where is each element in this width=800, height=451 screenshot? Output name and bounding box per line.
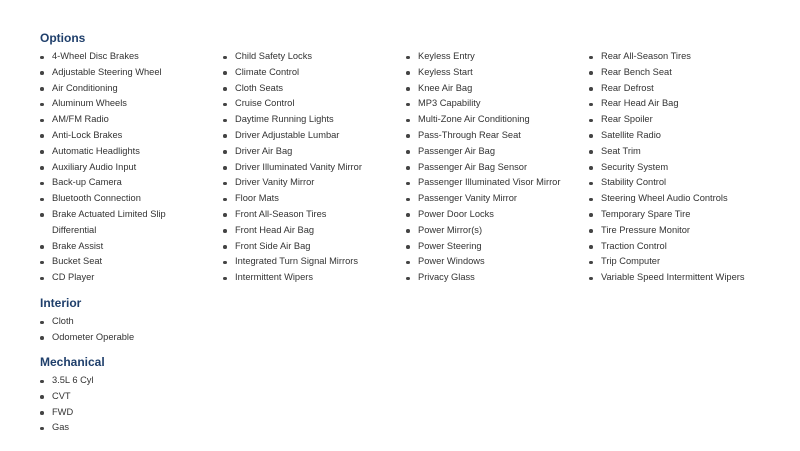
options-column-1	[40, 49, 223, 286]
list-item: Back-up Camera	[40, 175, 223, 191]
list-item: Rear Head Air Bag	[589, 96, 772, 112]
list-item: Passenger Air Bag	[406, 144, 589, 160]
list-item: Automatic Headlights	[40, 144, 223, 160]
list-item: Trip Computer	[589, 254, 772, 270]
list-item: Power Door Locks	[406, 207, 589, 223]
list-item: Floor Mats	[223, 191, 406, 207]
list-item: Bluetooth Connection	[40, 191, 223, 207]
options-column-3	[406, 49, 589, 286]
list-item: Brake Actuated Limited Slip Differential	[40, 207, 202, 239]
list-item: Intermittent Wipers	[223, 270, 406, 286]
list-item: Bucket Seat	[40, 254, 223, 270]
list-item: Privacy Glass	[406, 270, 589, 286]
interior-section	[40, 295, 134, 346]
list-item: Power Windows	[406, 254, 589, 270]
list-item: Passenger Illuminated Visor Mirror	[406, 175, 568, 191]
mechanical-section	[40, 354, 105, 436]
list-item: Cloth Seats	[223, 81, 406, 97]
list-item: Driver Adjustable Lumbar	[223, 128, 406, 144]
list-item: AM/FM Radio	[40, 112, 223, 128]
list-item: Brake Assist	[40, 239, 223, 255]
list-item: Anti-Lock Brakes	[40, 128, 223, 144]
list-item: Satellite Radio	[589, 128, 772, 144]
list-item: Rear Defrost	[589, 81, 772, 97]
mechanical-heading: Mechanical	[40, 355, 105, 369]
list-item: Odometer Operable	[40, 330, 134, 346]
interior-list	[40, 314, 134, 346]
list-item: Stability Control	[589, 175, 772, 191]
list-item: Aluminum Wheels	[40, 96, 223, 112]
list-item: Driver Illuminated Vanity Mirror	[223, 160, 406, 176]
list-item: Temporary Spare Tire	[589, 207, 772, 223]
list-item: Climate Control	[223, 65, 406, 81]
list-item: Front Head Air Bag	[223, 223, 406, 239]
list-item: Driver Air Bag	[223, 144, 406, 160]
list-item: Rear All-Season Tires	[589, 49, 772, 65]
list-item: Cruise Control	[223, 96, 406, 112]
options-section	[40, 30, 772, 286]
list-item: Traction Control	[589, 239, 772, 255]
list-item: Front Side Air Bag	[223, 239, 406, 255]
list-item: CVT	[40, 389, 105, 405]
list-item: Passenger Air Bag Sensor	[406, 160, 589, 176]
list-item: Multi-Zone Air Conditioning	[406, 112, 589, 128]
list-item: Air Conditioning	[40, 81, 223, 97]
list-item: Power Mirror(s)	[406, 223, 589, 239]
list-item: Gas	[40, 420, 105, 436]
list-item: Knee Air Bag	[406, 81, 589, 97]
list-item: Security System	[589, 160, 772, 176]
list-item: Keyless Entry	[406, 49, 589, 65]
mechanical-list	[40, 373, 105, 436]
list-item: Rear Spoiler	[589, 112, 772, 128]
list-item: Front All-Season Tires	[223, 207, 406, 223]
options-column-4	[589, 49, 772, 286]
list-item: Variable Speed Intermittent Wipers	[589, 270, 751, 286]
list-item: Tire Pressure Monitor	[589, 223, 772, 239]
list-item: Auxiliary Audio Input	[40, 160, 223, 176]
list-item: Power Steering	[406, 239, 589, 255]
list-item: Integrated Turn Signal Mirrors	[223, 254, 406, 270]
list-item: Cloth	[40, 314, 134, 330]
list-item: Steering Wheel Audio Controls	[589, 191, 772, 207]
list-item: CD Player	[40, 270, 223, 286]
list-item: MP3 Capability	[406, 96, 589, 112]
list-item: Rear Bench Seat	[589, 65, 772, 81]
options-columns	[40, 49, 772, 286]
list-item: Adjustable Steering Wheel	[40, 65, 223, 81]
list-item: 3.5L 6 Cyl	[40, 373, 105, 389]
list-item: Passenger Vanity Mirror	[406, 191, 589, 207]
list-item: Seat Trim	[589, 144, 772, 160]
options-column-2	[223, 49, 406, 286]
interior-heading: Interior	[40, 296, 82, 310]
list-item: Driver Vanity Mirror	[223, 175, 406, 191]
list-item: Daytime Running Lights	[223, 112, 406, 128]
options-heading: Options	[40, 31, 86, 45]
list-item: Keyless Start	[406, 65, 589, 81]
list-item: Child Safety Locks	[223, 49, 406, 65]
list-item: 4-Wheel Disc Brakes	[40, 49, 223, 65]
list-item: FWD	[40, 405, 105, 421]
list-item: Pass-Through Rear Seat	[406, 128, 589, 144]
